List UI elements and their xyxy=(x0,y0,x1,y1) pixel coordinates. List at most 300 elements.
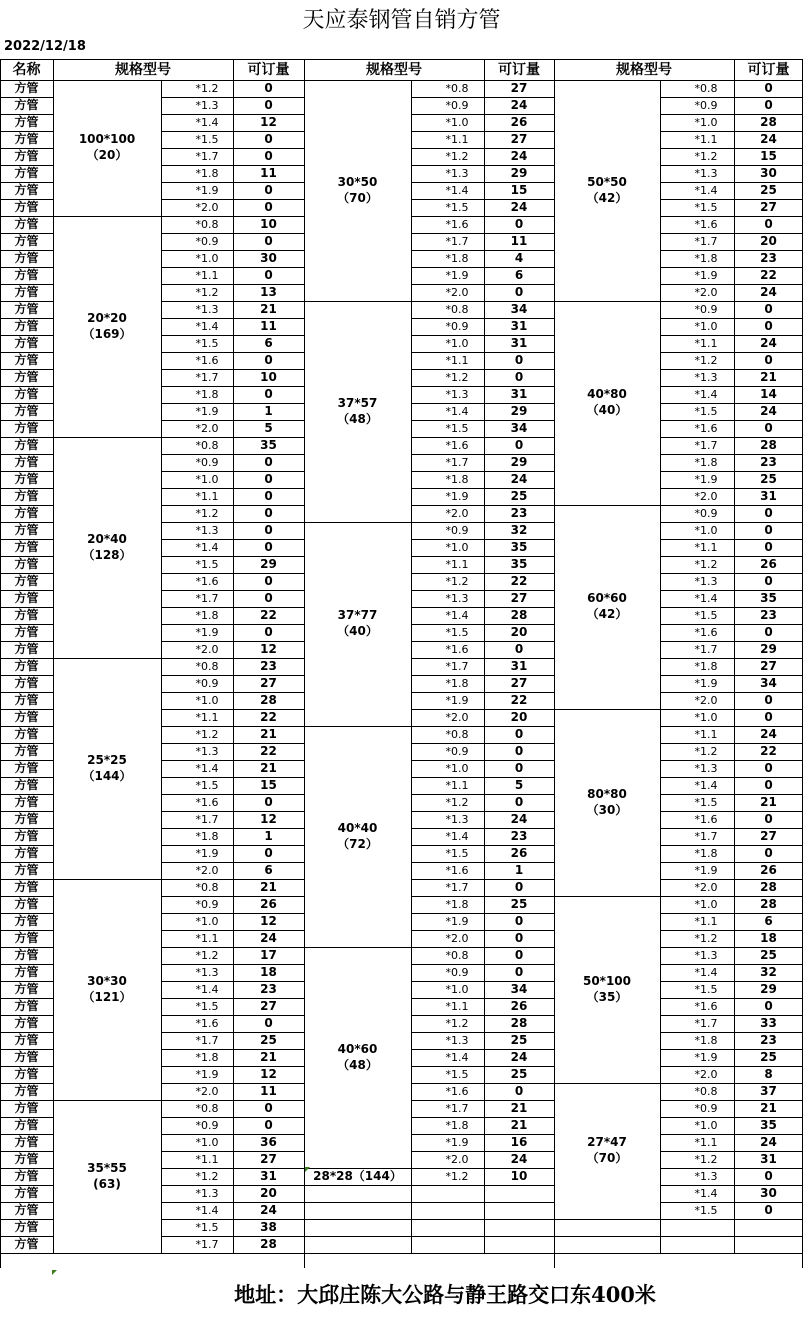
quantity-value: 0 xyxy=(264,353,273,367)
row-name: 方管 xyxy=(14,880,39,894)
gauge-value: *1.6 xyxy=(445,864,469,877)
cell-comment-marker xyxy=(305,1167,310,1172)
gauge-value: *0.8 xyxy=(195,439,219,452)
grid-line xyxy=(53,216,161,217)
row-name: 方管 xyxy=(14,387,39,401)
quantity-value: 0 xyxy=(514,438,524,452)
page-title: 天应泰钢管自销方管 xyxy=(302,8,501,33)
spec-count: （20） xyxy=(86,148,128,162)
quantity-value: 0 xyxy=(264,506,273,520)
quantity-value: 29 xyxy=(510,455,528,469)
row-name: 方管 xyxy=(14,727,39,741)
quantity-value: 21 xyxy=(510,1101,528,1115)
grid-line xyxy=(554,505,660,506)
quantity-value: 15 xyxy=(510,183,528,197)
quantity-value: 24 xyxy=(260,931,277,945)
gauge-value: *0.9 xyxy=(694,99,718,112)
spec-group-label xyxy=(53,131,161,163)
quantity-value: 27 xyxy=(510,591,528,605)
gauge-value: *1.8 xyxy=(195,830,219,843)
spec-group-label xyxy=(554,174,660,206)
quantity-value: 6 xyxy=(264,863,273,877)
row-name: 方管 xyxy=(14,489,39,503)
gauge-value: *0.8 xyxy=(195,660,219,673)
gauge-value: *2.0 xyxy=(694,490,718,503)
gauge-value: *1.2 xyxy=(694,150,718,163)
quantity-value: 0 xyxy=(264,200,273,214)
quantity-value: 28 xyxy=(260,693,277,707)
cell-comment-marker xyxy=(52,1270,57,1275)
quantity-value: 26 xyxy=(760,557,777,571)
gauge-value: *0.9 xyxy=(445,99,469,112)
gauge-value: *1.6 xyxy=(694,422,718,435)
gauge-value: *1.0 xyxy=(445,541,469,554)
gauge-value: *1.7 xyxy=(694,439,718,452)
quantity-value: 0 xyxy=(764,574,773,588)
grid-line xyxy=(304,1254,305,1268)
row-name: 方管 xyxy=(14,1067,39,1081)
quantity-value: 0 xyxy=(514,744,524,758)
row-name: 方管 xyxy=(14,183,39,197)
grid-line xyxy=(53,1253,304,1254)
quantity-value: 0 xyxy=(764,81,773,95)
quantity-value: 12 xyxy=(260,642,277,656)
gauge-value: *1.4 xyxy=(445,1051,469,1064)
gauge-value: *1.2 xyxy=(694,558,718,571)
grid-line xyxy=(554,80,660,81)
row-name: 方管 xyxy=(14,336,39,350)
quantity-value: 31 xyxy=(510,319,528,333)
spec-size: 37*57 xyxy=(337,395,378,410)
gauge-value: *1.6 xyxy=(694,218,718,231)
quantity-value: 31 xyxy=(760,489,777,503)
quantity-value: 35 xyxy=(510,557,528,571)
row-name: 方管 xyxy=(14,285,39,299)
gauge-value: *1.9 xyxy=(694,864,718,877)
spec-size: 20*20 xyxy=(87,310,127,325)
gauge-value: *0.8 xyxy=(445,303,469,316)
row-name: 方管 xyxy=(14,557,39,571)
quantity-value: 0 xyxy=(764,353,773,367)
quantity-value: 0 xyxy=(514,761,524,775)
quantity-value: 11 xyxy=(260,319,277,333)
quantity-value: 26 xyxy=(510,846,528,860)
gauge-value: *1.3 xyxy=(195,524,219,537)
row-name: 方管 xyxy=(14,302,39,316)
quantity-value: 0 xyxy=(264,132,273,146)
row-name: 方管 xyxy=(14,914,39,928)
quantity-value: 29 xyxy=(510,166,528,180)
gauge-value: *1.2 xyxy=(445,1170,469,1183)
spec-count: （42） xyxy=(586,190,628,205)
gauge-value: *0.9 xyxy=(694,507,718,520)
row-name: 方管 xyxy=(14,795,39,809)
gauge-value: *1.4 xyxy=(195,762,219,775)
quantity-value: 25 xyxy=(760,183,777,197)
spec-size: 100*100 xyxy=(78,132,136,146)
gauge-value: *1.4 xyxy=(694,1187,718,1200)
row-name: 方管 xyxy=(14,506,39,520)
gauge-value: *1.6 xyxy=(694,813,718,826)
gauge-value: *2.0 xyxy=(445,507,469,520)
gauge-value: *1.9 xyxy=(195,405,219,418)
quantity-value: 23 xyxy=(510,506,528,520)
gauge-value: *1.3 xyxy=(694,949,718,962)
gauge-value: *1.2 xyxy=(445,575,469,588)
gauge-value: *1.5 xyxy=(445,1068,469,1081)
quantity-value: 25 xyxy=(760,1050,777,1064)
quantity-value: 26 xyxy=(510,115,528,129)
gauge-value: *1.2 xyxy=(195,286,219,299)
quantity-value: 36 xyxy=(260,1135,277,1149)
gauge-value: *1.9 xyxy=(195,847,219,860)
quantity-value: 0 xyxy=(264,846,273,860)
header-qty-3: 可订量 xyxy=(747,62,790,78)
gauge-value: *1.2 xyxy=(195,728,219,741)
quantity-value: 22 xyxy=(260,608,277,622)
quantity-value: 28 xyxy=(260,1237,277,1251)
quantity-value: 30 xyxy=(760,1186,777,1200)
grid-line xyxy=(53,1100,161,1101)
spec-group-label xyxy=(554,386,660,418)
gauge-value: *1.1 xyxy=(694,133,718,146)
row-name: 方管 xyxy=(14,846,39,860)
quantity-value: 18 xyxy=(260,965,277,979)
gauge-value: *1.2 xyxy=(445,371,469,384)
gauge-value: *1.2 xyxy=(694,745,718,758)
spec-count: （42） xyxy=(586,607,628,621)
gauge-value: *1.6 xyxy=(195,575,219,588)
gauge-value: *0.9 xyxy=(195,677,219,690)
gauge-value: *1.1 xyxy=(445,779,469,792)
gauge-value: *1.4 xyxy=(195,983,219,996)
spec-size: 20*40 xyxy=(87,531,127,546)
spec-size: 40*80 xyxy=(587,387,627,401)
gauge-value: *2.0 xyxy=(195,1085,219,1098)
quantity-value: 0 xyxy=(764,506,773,520)
gauge-value: *2.0 xyxy=(195,643,219,656)
gauge-value: *1.4 xyxy=(195,320,219,333)
quantity-value: 12 xyxy=(260,1067,277,1081)
quantity-value: 24 xyxy=(760,336,777,350)
gauge-value: *1.7 xyxy=(195,592,219,605)
grid-line xyxy=(53,437,161,438)
row-name: 方管 xyxy=(14,710,39,724)
quantity-value: 32 xyxy=(760,965,777,979)
gauge-value: *1.9 xyxy=(445,915,469,928)
row-name: 方管 xyxy=(14,931,39,945)
spec-size: 30*30 xyxy=(87,973,127,988)
quantity-value: 25 xyxy=(510,1033,528,1047)
gauge-value: *1.3 xyxy=(195,745,219,758)
gauge-value: *1.3 xyxy=(195,303,219,316)
spec-count: （35） xyxy=(586,989,628,1004)
gauge-value: *2.0 xyxy=(445,932,469,945)
gauge-value: *1.2 xyxy=(694,354,718,367)
spec-count: (63) xyxy=(93,1176,121,1191)
gauge-value: *1.7 xyxy=(445,1102,469,1115)
quantity-value: 27 xyxy=(760,200,777,214)
row-name: 方管 xyxy=(14,523,39,537)
gauge-value: *1.6 xyxy=(445,1085,469,1098)
quantity-value: 0 xyxy=(764,625,773,639)
gauge-value: *1.5 xyxy=(694,796,718,809)
gauge-value: *1.5 xyxy=(694,1204,718,1217)
row-name: 方管 xyxy=(14,1169,39,1183)
quantity-value: 35 xyxy=(760,591,777,605)
quantity-value: 0 xyxy=(264,455,273,469)
gauge-value: *1.4 xyxy=(694,184,718,197)
gauge-value: *1.1 xyxy=(694,915,718,928)
gauge-value: *1.3 xyxy=(195,966,219,979)
quantity-value: 29 xyxy=(510,404,528,418)
quantity-value: 32 xyxy=(510,523,528,537)
quantity-value: 0 xyxy=(264,625,273,639)
gauge-value: *1.4 xyxy=(195,1204,219,1217)
quantity-value: 0 xyxy=(264,387,273,401)
row-name: 方管 xyxy=(14,166,39,180)
gauge-value: *1.5 xyxy=(195,1000,219,1013)
gauge-value: *1.4 xyxy=(445,830,469,843)
row-name: 方管 xyxy=(14,948,39,962)
row-name: 方管 xyxy=(14,574,39,588)
gauge-value: *1.6 xyxy=(195,354,219,367)
gauge-value: *2.0 xyxy=(195,201,219,214)
gauge-value: *1.1 xyxy=(694,728,718,741)
gauge-value: *1.7 xyxy=(195,150,219,163)
quantity-value: 6 xyxy=(764,914,773,928)
quantity-value: 26 xyxy=(260,897,277,911)
row-name: 方管 xyxy=(14,676,39,690)
gauge-value: *1.4 xyxy=(195,541,219,554)
row-name: 方管 xyxy=(14,608,39,622)
gauge-value: *1.3 xyxy=(445,592,469,605)
gauge-value: *2.0 xyxy=(694,694,718,707)
quantity-value: 0 xyxy=(514,642,524,656)
gauge-value: *1.3 xyxy=(445,388,469,401)
quantity-value: 0 xyxy=(264,472,273,486)
quantity-value: 23 xyxy=(760,1033,777,1047)
row-name: 方管 xyxy=(14,693,39,707)
quantity-value: 27 xyxy=(260,1152,277,1166)
gauge-value: *2.0 xyxy=(445,286,469,299)
gauge-value: *1.2 xyxy=(445,796,469,809)
row-name: 方管 xyxy=(14,863,39,877)
gauge-value: *1.8 xyxy=(445,473,469,486)
gauge-value: *1.7 xyxy=(195,371,219,384)
row-name: 方管 xyxy=(14,897,39,911)
row-name: 方管 xyxy=(14,1118,39,1132)
quantity-value: 37 xyxy=(760,1084,777,1098)
gauge-value: *1.3 xyxy=(694,167,718,180)
spec-size: 30*50 xyxy=(337,174,378,189)
quantity-value: 26 xyxy=(510,999,528,1013)
row-name: 方管 xyxy=(14,472,39,486)
quantity-value: 0 xyxy=(764,693,773,707)
quantity-value: 21 xyxy=(260,880,277,894)
address-footer: 地址：大邱庄陈大公路与静王路交口东400米 xyxy=(234,1282,656,1307)
gauge-value: *2.0 xyxy=(694,1068,718,1081)
quantity-value: 0 xyxy=(264,268,273,282)
gauge-value: *1.8 xyxy=(694,456,718,469)
quantity-value: 34 xyxy=(510,421,528,435)
quantity-value: 21 xyxy=(760,1101,777,1115)
row-name: 方管 xyxy=(14,1135,39,1149)
gauge-value: *1.3 xyxy=(694,575,718,588)
quantity-value: 21 xyxy=(760,370,777,384)
row-name: 方管 xyxy=(14,1186,39,1200)
gauge-value: *1.8 xyxy=(694,847,718,860)
gauge-value: *1.8 xyxy=(195,1051,219,1064)
quantity-value: 0 xyxy=(264,98,273,112)
quantity-value: 28 xyxy=(760,438,777,452)
spec-size: 40*40 xyxy=(337,820,378,835)
gauge-value: *0.8 xyxy=(445,728,469,741)
spec-group-label xyxy=(554,786,660,818)
grid-line xyxy=(304,1168,411,1169)
gauge-value: *1.2 xyxy=(195,507,219,520)
grid-line xyxy=(554,1083,660,1084)
quantity-value: 0 xyxy=(264,183,273,197)
quantity-value: 28 xyxy=(760,115,777,129)
gauge-value: *1.4 xyxy=(694,592,718,605)
gauge-value: *2.0 xyxy=(195,422,219,435)
gauge-value: *1.1 xyxy=(445,354,469,367)
gauge-value: *1.8 xyxy=(694,1034,718,1047)
quantity-value: 24 xyxy=(760,727,777,741)
gauge-value: *1.9 xyxy=(195,626,219,639)
quantity-value: 21 xyxy=(260,761,277,775)
gauge-value: *1.6 xyxy=(694,1000,718,1013)
gauge-value: *1.5 xyxy=(195,779,219,792)
quantity-value: 0 xyxy=(264,1016,273,1030)
spec-size: 25*25 xyxy=(87,752,127,767)
quantity-value: 10 xyxy=(260,217,277,231)
gauge-value: *1.7 xyxy=(195,1238,219,1251)
grid-line xyxy=(53,879,161,880)
grid-line xyxy=(304,522,411,523)
gauge-value: *1.8 xyxy=(195,167,219,180)
quantity-value: 31 xyxy=(510,336,528,350)
row-name: 方管 xyxy=(14,965,39,979)
gauge-value: *0.9 xyxy=(445,320,469,333)
spec-count: （30） xyxy=(586,802,628,817)
gauge-value: *1.4 xyxy=(694,779,718,792)
gauge-value: *1.7 xyxy=(195,813,219,826)
gauge-value: *0.8 xyxy=(195,218,219,231)
quantity-value: 0 xyxy=(264,523,273,537)
quantity-value: 20 xyxy=(510,710,528,724)
quantity-value: 35 xyxy=(260,438,277,452)
date-label: 2022/12/18 xyxy=(4,39,86,54)
grid-line xyxy=(304,1185,554,1186)
quantity-value: 27 xyxy=(260,999,277,1013)
gauge-value: *1.0 xyxy=(694,524,718,537)
gauge-value: *1.5 xyxy=(694,405,718,418)
gauge-value: *1.7 xyxy=(445,235,469,248)
gauge-value: *1.0 xyxy=(445,116,469,129)
gauge-value: *1.9 xyxy=(195,1068,219,1081)
gauge-value: *1.7 xyxy=(445,881,469,894)
gauge-value: *1.8 xyxy=(445,1119,469,1132)
gauge-value: *1.7 xyxy=(694,1017,718,1030)
quantity-value: 13 xyxy=(260,285,277,299)
quantity-value: 23 xyxy=(760,455,777,469)
grid-line xyxy=(304,80,411,81)
row-name: 方管 xyxy=(14,540,39,554)
gauge-value: *1.4 xyxy=(445,405,469,418)
gauge-value: *1.7 xyxy=(694,235,718,248)
spec-group-label xyxy=(53,752,161,784)
gauge-value: *0.8 xyxy=(694,1085,718,1098)
quantity-value: 24 xyxy=(510,1152,528,1166)
row-name: 方管 xyxy=(14,659,39,673)
quantity-value: 1 xyxy=(264,829,273,843)
gauge-value: *0.9 xyxy=(195,898,219,911)
header-spec-2: 规格型号 xyxy=(366,62,422,78)
gauge-value: *1.6 xyxy=(195,796,219,809)
quantity-value: 0 xyxy=(264,574,273,588)
gauge-value: *2.0 xyxy=(694,286,718,299)
spec-group-label xyxy=(53,531,161,563)
quantity-value: 35 xyxy=(760,1118,777,1132)
gauge-value: *1.8 xyxy=(195,609,219,622)
quantity-value: 0 xyxy=(764,710,773,724)
quantity-value: 38 xyxy=(260,1220,277,1234)
quantity-value: 10 xyxy=(260,370,277,384)
quantity-value: 1 xyxy=(264,404,273,418)
quantity-value: 34 xyxy=(510,982,528,996)
gauge-value: *1.0 xyxy=(445,983,469,996)
quantity-value: 5 xyxy=(514,778,524,792)
gauge-value: *1.5 xyxy=(195,337,219,350)
quantity-value: 24 xyxy=(760,1135,777,1149)
row-name: 方管 xyxy=(14,1237,39,1251)
grid-line xyxy=(304,947,411,948)
quantity-value: 0 xyxy=(764,98,773,112)
gauge-value: *1.5 xyxy=(694,983,718,996)
quantity-value: 0 xyxy=(514,965,524,979)
gauge-value: *1.5 xyxy=(694,201,718,214)
gauge-value: *1.0 xyxy=(195,915,219,928)
gauge-value: *1.9 xyxy=(445,269,469,282)
quantity-value: 29 xyxy=(760,642,777,656)
quantity-value: 35 xyxy=(510,540,528,554)
gauge-value: *1.6 xyxy=(445,218,469,231)
gauge-value: *1.3 xyxy=(195,99,219,112)
header-qty-2: 可订量 xyxy=(498,62,540,78)
quantity-value: 22 xyxy=(260,744,277,758)
quantity-value: 0 xyxy=(764,1203,773,1217)
quantity-value: 0 xyxy=(764,540,773,554)
quantity-value: 30 xyxy=(260,251,277,265)
spec-size: 35*55 xyxy=(87,1160,127,1175)
quantity-value: 27 xyxy=(260,676,277,690)
grid-line xyxy=(304,1202,554,1203)
quantity-value: 0 xyxy=(514,948,524,962)
gauge-value: *1.3 xyxy=(445,167,469,180)
gauge-value: *1.8 xyxy=(694,252,718,265)
gauge-value: *2.0 xyxy=(445,1153,469,1166)
row-name: 方管 xyxy=(14,98,39,112)
quantity-value: 28 xyxy=(510,1016,528,1030)
gauge-value: *1.9 xyxy=(694,677,718,690)
grid-line xyxy=(554,59,555,1253)
gauge-value: *1.2 xyxy=(694,1153,718,1166)
grid-line xyxy=(554,301,660,302)
row-name: 方管 xyxy=(14,1050,39,1064)
quantity-value: 22 xyxy=(510,693,528,707)
